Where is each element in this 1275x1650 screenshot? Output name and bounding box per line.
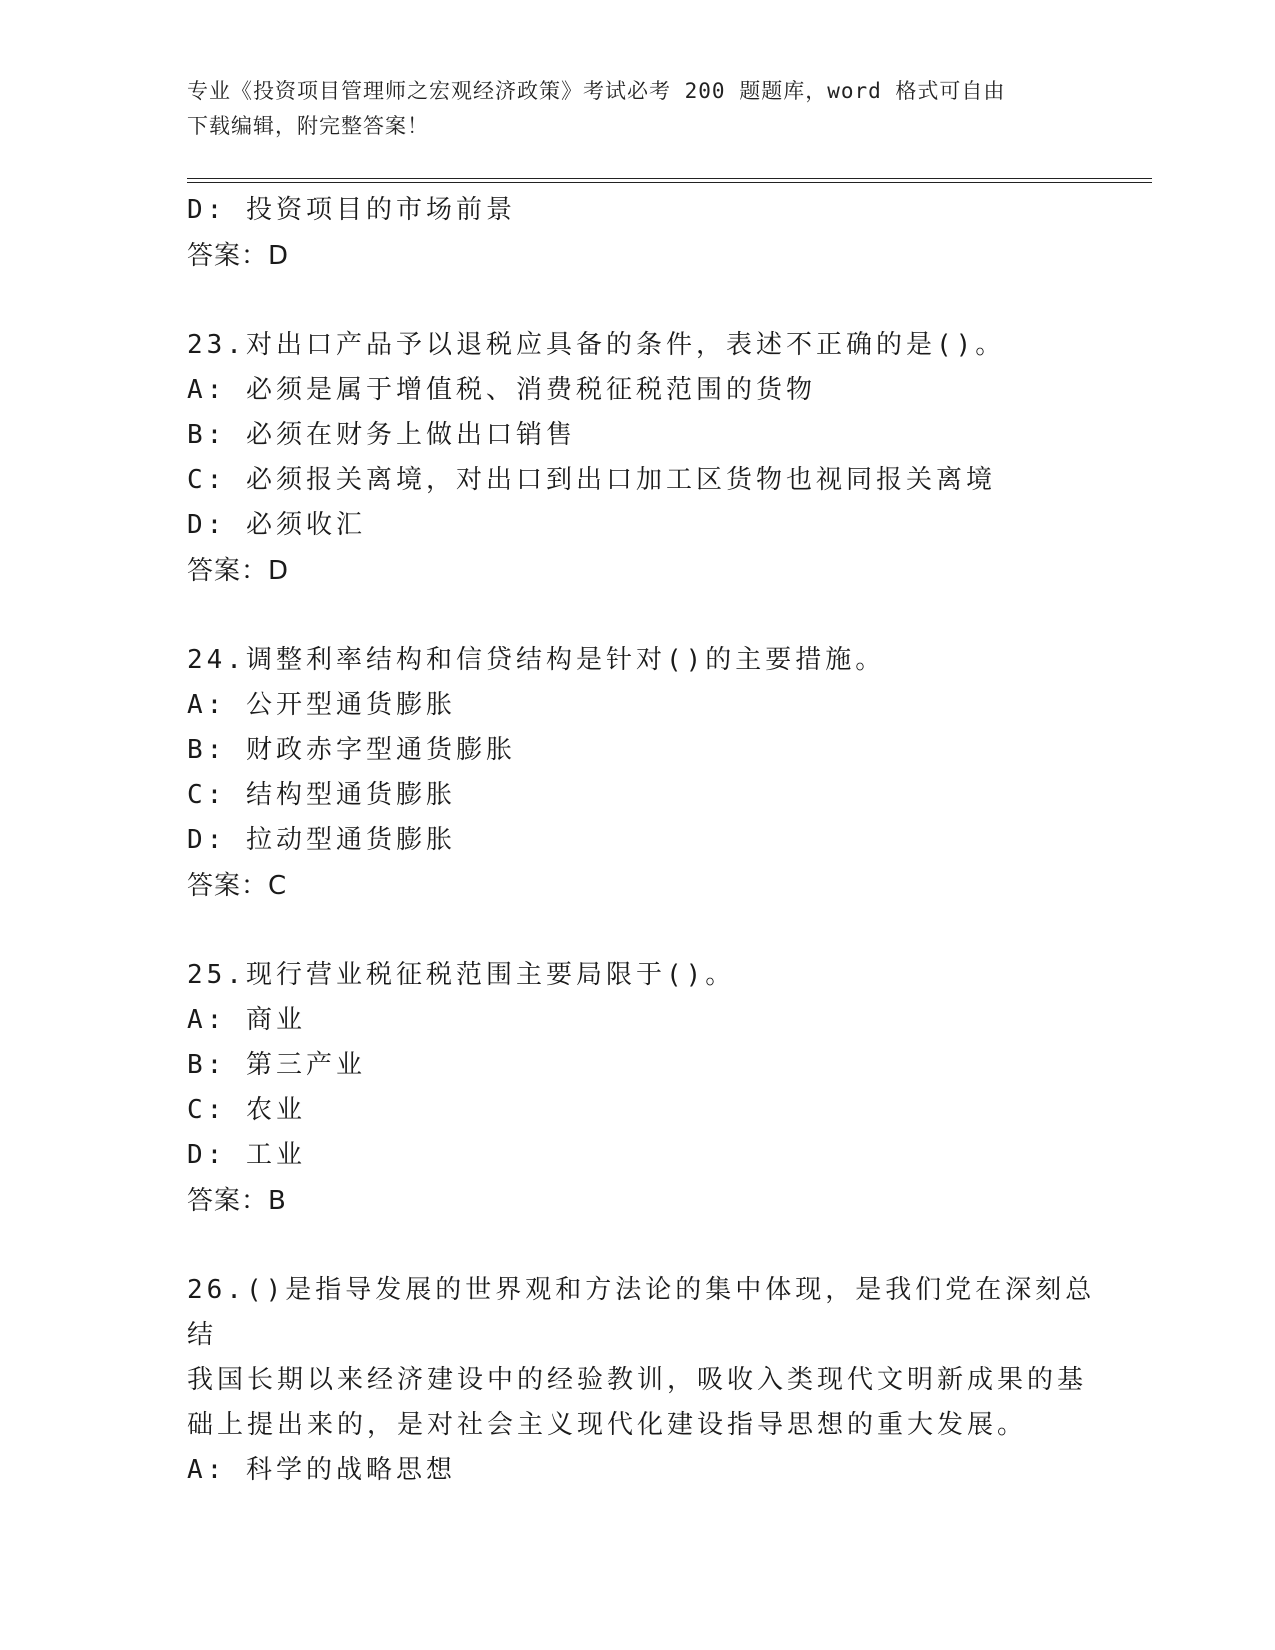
header-line-2: 下载编辑，附完整答案！ [187,114,429,138]
question-stem-line-3: 础上提出来的，是对社会主义现代化建设指导思想的重大发展。 [187,1410,1028,1440]
option-c: C: 农业 [187,1095,306,1125]
answer: 答案：D [187,556,290,586]
option-a: A: 商业 [187,1005,306,1035]
option-d: D: 拉动型通货膨胀 [187,825,456,855]
option-d: D: 工业 [187,1140,306,1170]
header-divider-bottom [187,182,1152,183]
option-a: A: 科学的战略思想 [187,1455,456,1485]
header-line-1: 专业《投资项目管理师之宏观经济政策》考试必考 200 题题库，word 格式可自由 [187,79,1006,103]
question-stem: 25.现行营业税征税范围主要局限于()。 [187,960,736,990]
option-b: B: 第三产业 [187,1050,366,1080]
document-body [187,188,1107,1493]
question-25 [187,953,1107,1224]
question-22-tail [187,188,1107,279]
option-a: A: 必须是属于增值税、消费税征税范围的货物 [187,375,816,405]
option-c: C: 结构型通货膨胀 [187,780,456,810]
question-23 [187,323,1107,594]
question-24 [187,638,1107,909]
answer: 答案：D [187,241,290,271]
option-c: C: 必须报关离境，对出口到出口加工区货物也视同报关离境 [187,465,996,495]
option-d: D: 必须收汇 [187,510,366,540]
option-d: D: 投资项目的市场前景 [187,195,516,225]
question-stem-line-1: 26.()是指导发展的世界观和方法论的集中体现，是我们党在深刻总结 [187,1275,1096,1350]
document-header [187,74,1087,144]
option-a: A: 公开型通货膨胀 [187,690,456,720]
question-26 [187,1268,1107,1493]
answer: 答案：B [187,1186,287,1216]
question-stem: 23.对出口产品予以退税应具备的条件，表述不正确的是()。 [187,330,1006,360]
question-stem: 24.调整利率结构和信贷结构是针对()的主要措施。 [187,645,886,675]
option-b: B: 必须在财务上做出口销售 [187,420,576,450]
question-stem-line-2: 我国长期以来经济建设中的经验教训，吸收入类现代文明新成果的基 [187,1365,1088,1395]
option-b: B: 财政赤字型通货膨胀 [187,735,516,765]
answer: 答案：C [187,871,288,901]
header-divider-top [187,178,1152,179]
